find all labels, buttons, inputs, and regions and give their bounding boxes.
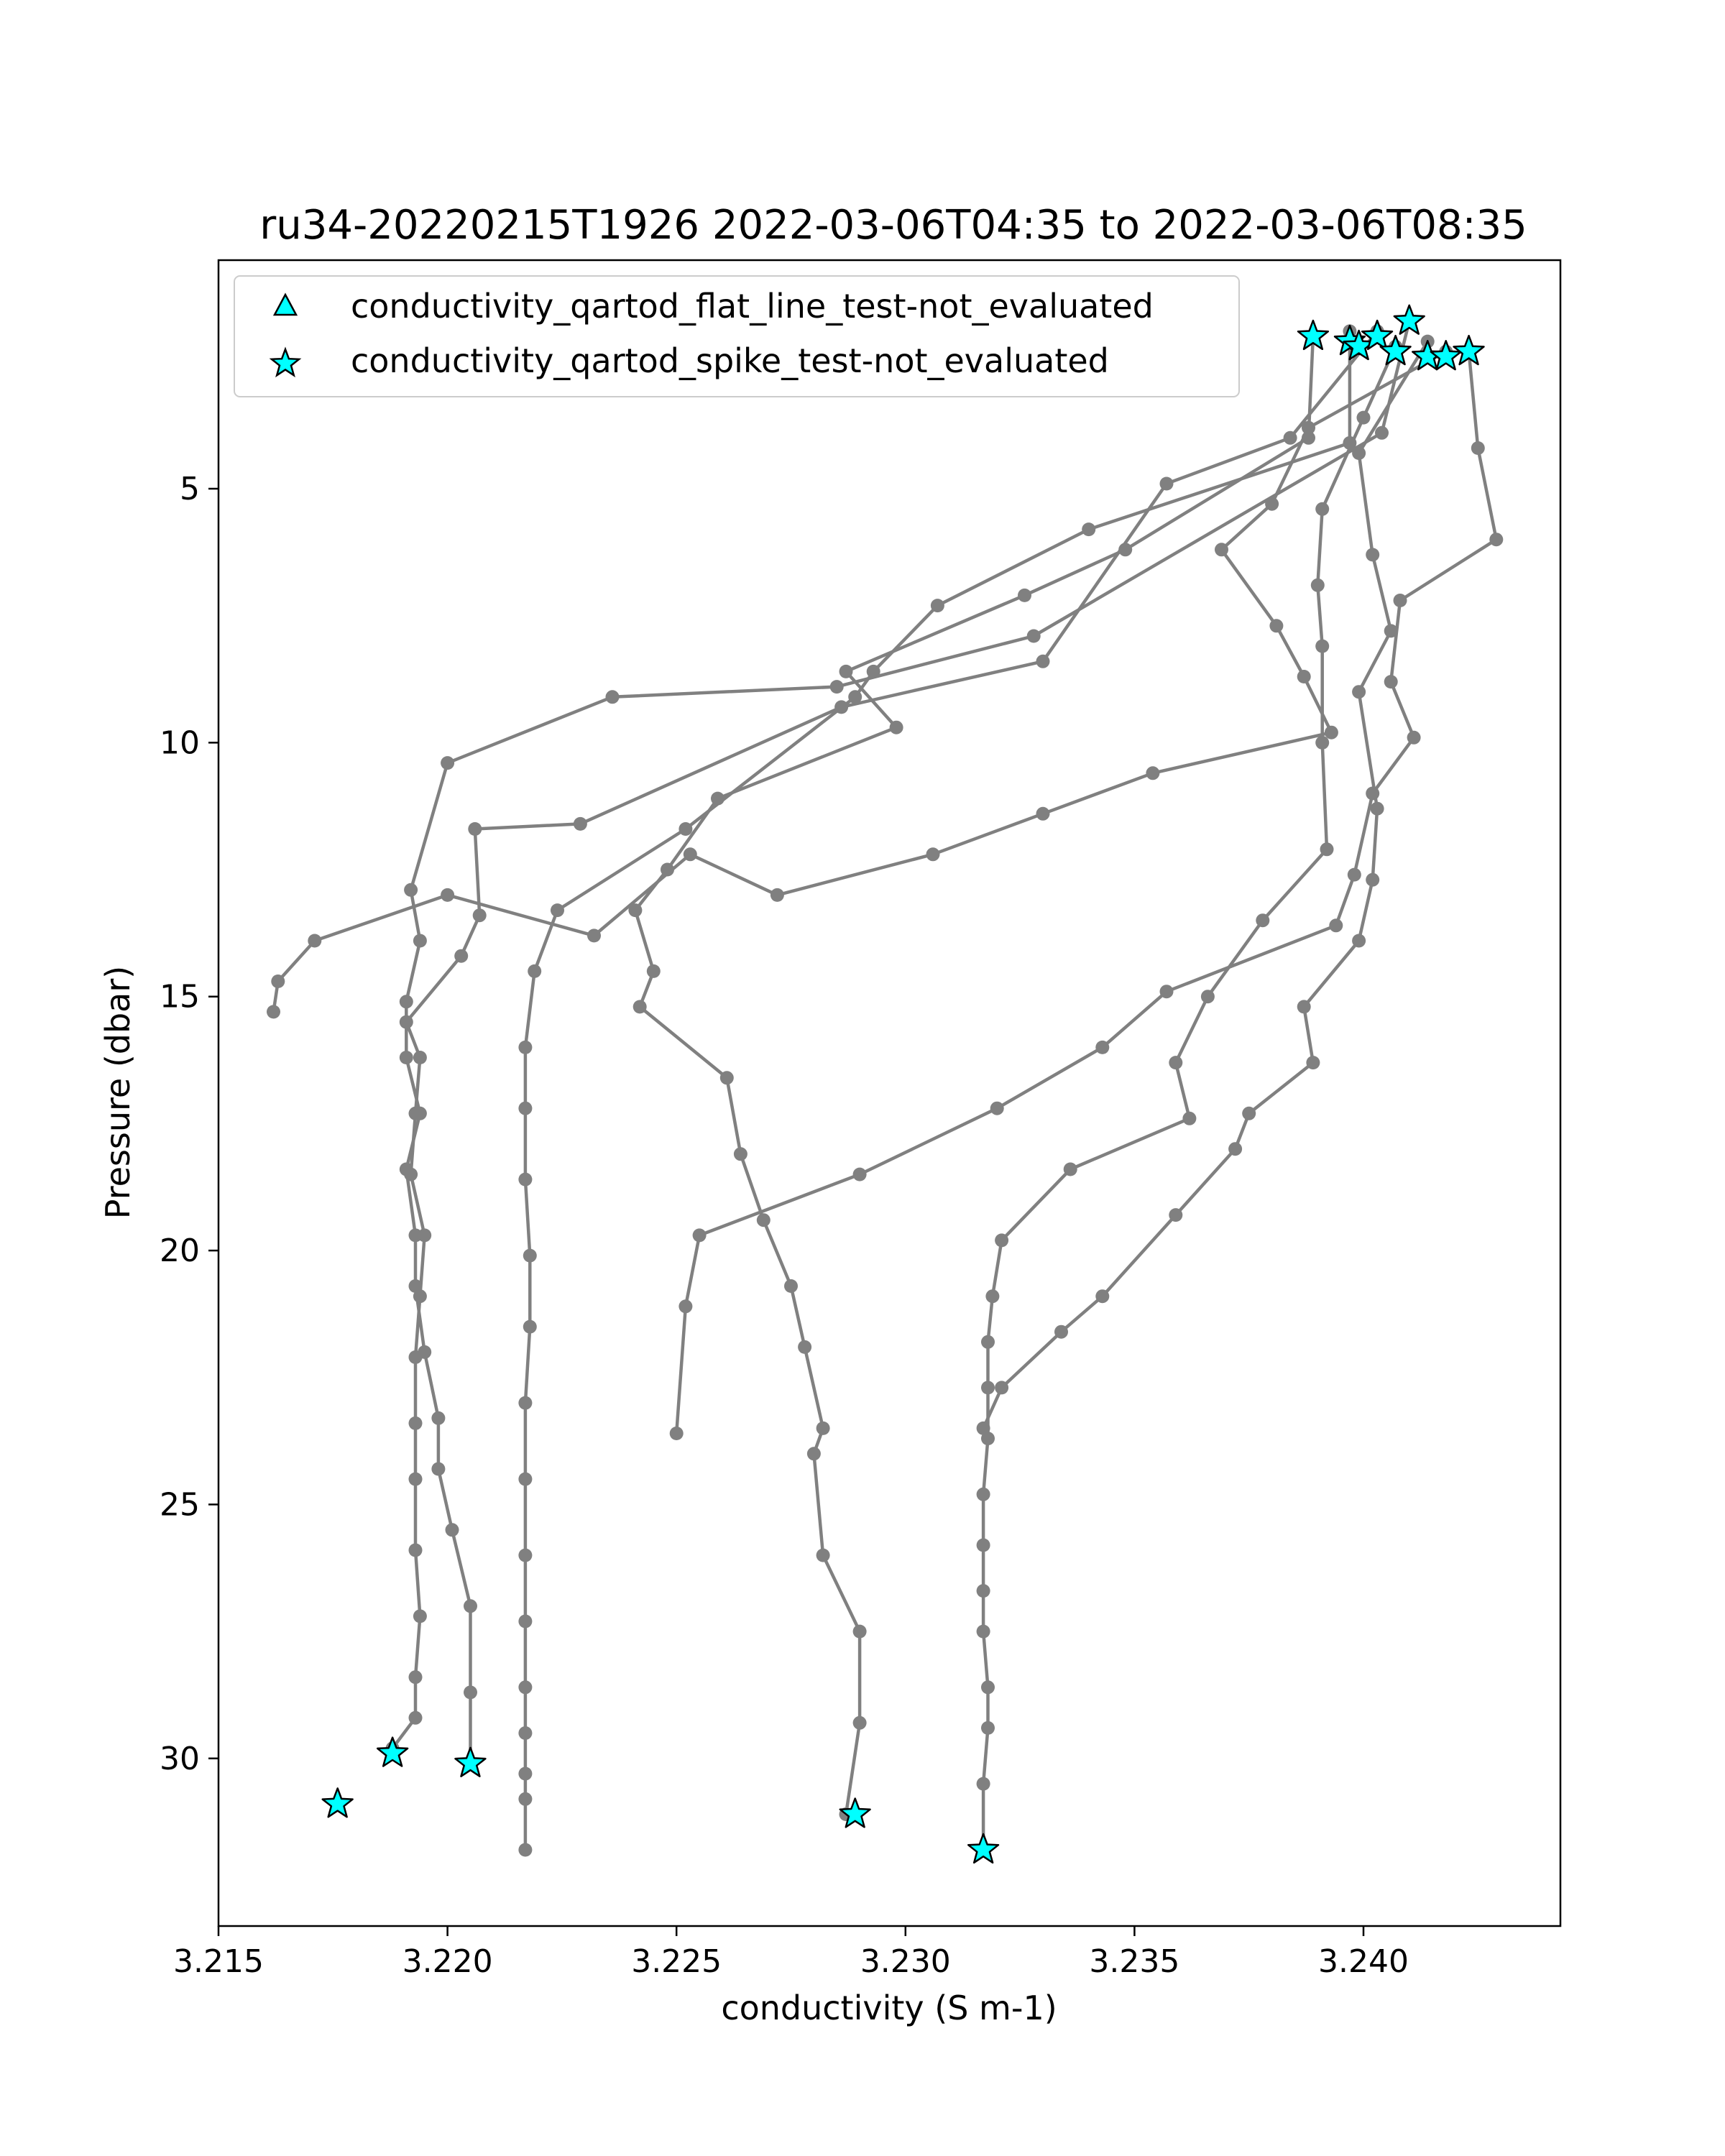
series-point [404,883,418,897]
series-point [454,949,468,963]
series-point [1215,543,1228,556]
series-point [1256,913,1269,927]
series-point [400,995,413,1008]
series-point [1315,736,1329,750]
series-point [1371,802,1384,816]
y-axis-label: Pressure (dbar) [98,965,137,1220]
series-point [1160,985,1174,998]
series-point [1242,1107,1256,1120]
series-point [1269,619,1283,632]
series-point [931,599,944,612]
series-point [1201,990,1215,1003]
series-point [409,1711,423,1725]
series-point [693,1228,707,1242]
series-point [830,680,844,694]
series-point [551,903,564,917]
series-point [409,1416,423,1430]
series-point [981,1381,995,1394]
series-point [1375,426,1389,440]
series-point [518,1680,532,1694]
series-point [431,1462,445,1476]
series-point [757,1213,770,1227]
series-point [1471,441,1485,455]
series-point [798,1340,811,1354]
series-point [840,665,853,678]
series-point [834,700,848,714]
series-point [1366,548,1379,561]
series-point [816,1422,830,1435]
series-point [985,1289,999,1303]
series-point [473,908,487,922]
series-point [441,756,454,770]
series-point [446,1523,459,1537]
series-point [409,1544,423,1557]
series-point [1302,421,1315,435]
series-point [1169,1056,1182,1069]
series-point [574,817,587,831]
series-point [853,1168,867,1181]
series-point [409,1350,423,1364]
series-point [308,934,321,948]
series-point [977,1539,990,1552]
series-point [1352,446,1366,460]
series-point [1394,594,1407,607]
series-point [1366,787,1379,801]
series-point [409,1473,423,1486]
series-point [926,847,940,861]
series-point [890,721,903,734]
series-point [404,1168,418,1181]
x-tick-label: 3.215 [173,1943,264,1980]
series-point [678,1299,692,1313]
series-point [1306,1056,1320,1069]
x-tick-label: 3.225 [631,1943,722,1980]
series-point [1036,807,1050,821]
series-point [853,1625,867,1639]
series-point [518,1102,532,1115]
series-point [1357,411,1371,425]
series-point [995,1381,1008,1394]
series-point [523,1249,537,1263]
series-point [1284,431,1297,445]
series-point [518,1473,532,1486]
series-point [518,1041,532,1054]
series-point [271,975,285,988]
series-point [587,929,601,942]
series-point [518,1615,532,1628]
series-point [1228,1142,1242,1156]
y-tick-label: 20 [160,1233,200,1270]
series-point [431,1411,445,1425]
series-point [1348,868,1361,882]
series-point [1095,1289,1109,1303]
series-point [464,1599,477,1613]
series-point [633,1000,647,1013]
series-point [1297,670,1311,683]
y-tick-label: 25 [160,1486,200,1524]
series-point [464,1685,477,1699]
series-point [770,888,784,902]
series-point [418,1228,431,1242]
series-point [413,1289,427,1303]
series-point [1315,640,1329,653]
series-point [1384,675,1398,688]
series-point [400,1015,413,1029]
y-tick-label: 10 [160,724,200,762]
series-point [1082,522,1095,536]
series-point [1366,873,1379,887]
series-point [1265,497,1279,511]
x-axis-label: conductivity (S m-1) [721,1989,1057,2027]
x-tick-label: 3.230 [860,1943,951,1980]
series-point [441,888,454,902]
series-point [853,1716,867,1730]
series-point [413,1051,427,1064]
series-point [1325,726,1338,740]
series-point [977,1422,990,1435]
series-point [413,1609,427,1623]
series-point [670,1427,684,1440]
series-point [807,1447,821,1460]
x-tick-label: 3.240 [1318,1943,1409,1980]
series-point [981,1721,995,1735]
series-point [523,1320,537,1334]
series-point [1182,1112,1196,1125]
series-point [1095,1041,1109,1054]
series-point [995,1233,1008,1247]
series-point [518,1173,532,1187]
series-point [409,1670,423,1684]
y-tick-label: 5 [180,471,200,508]
series-point [468,822,482,836]
series-point [816,1549,830,1562]
series-point [409,1107,423,1120]
series-point [720,1071,734,1084]
series-point [518,1396,532,1410]
series-point [784,1279,798,1293]
series-point [1489,533,1503,546]
series-point [518,1549,532,1562]
series-point [1320,842,1334,856]
series-point [1160,477,1174,491]
series-point [518,1843,532,1857]
series-point [1054,1325,1068,1339]
series-point [1064,1163,1077,1176]
series-point [977,1625,990,1639]
series-point [518,1726,532,1740]
series-point [518,1767,532,1781]
series-point [734,1147,748,1161]
series-point [977,1584,990,1598]
series-point [1315,502,1329,516]
series-point [518,1792,532,1806]
y-tick-label: 15 [160,978,200,1015]
series-point [1329,918,1343,932]
x-tick-label: 3.220 [402,1943,493,1980]
series-point [647,964,661,978]
series-point [1036,655,1050,668]
series-point [1407,731,1421,745]
series-point [1027,630,1041,643]
legend-label-spike: conductivity_qartod_spike_test-not_evaluated [351,341,1109,380]
series-point [413,934,427,948]
series-point [1352,934,1366,948]
series-point [400,1051,413,1064]
series-point [1169,1208,1182,1222]
series-point [267,1005,280,1018]
series-point [981,1335,995,1349]
series-point [1352,685,1366,699]
series-point [1311,579,1325,592]
x-tick-label: 3.235 [1089,1943,1180,1980]
series-point [981,1680,995,1694]
series-point [1146,766,1159,780]
series-point [1297,1000,1311,1013]
y-tick-label: 30 [160,1740,200,1777]
chart-title: ru34-20220215T1926 2022-03-06T04:35 to 2022-03-06T08:35 [259,202,1527,249]
series-point [1018,589,1031,602]
legend-label-flat-line: conductivity_qartod_flat_line_test-not_evaluated [351,287,1154,326]
series-point [977,1488,990,1501]
series-point [528,964,541,978]
legend [234,276,1239,397]
series-point [678,822,692,836]
series-point [990,1102,1004,1115]
series-point [606,690,620,704]
series-point [977,1777,990,1791]
series-point [684,847,697,861]
